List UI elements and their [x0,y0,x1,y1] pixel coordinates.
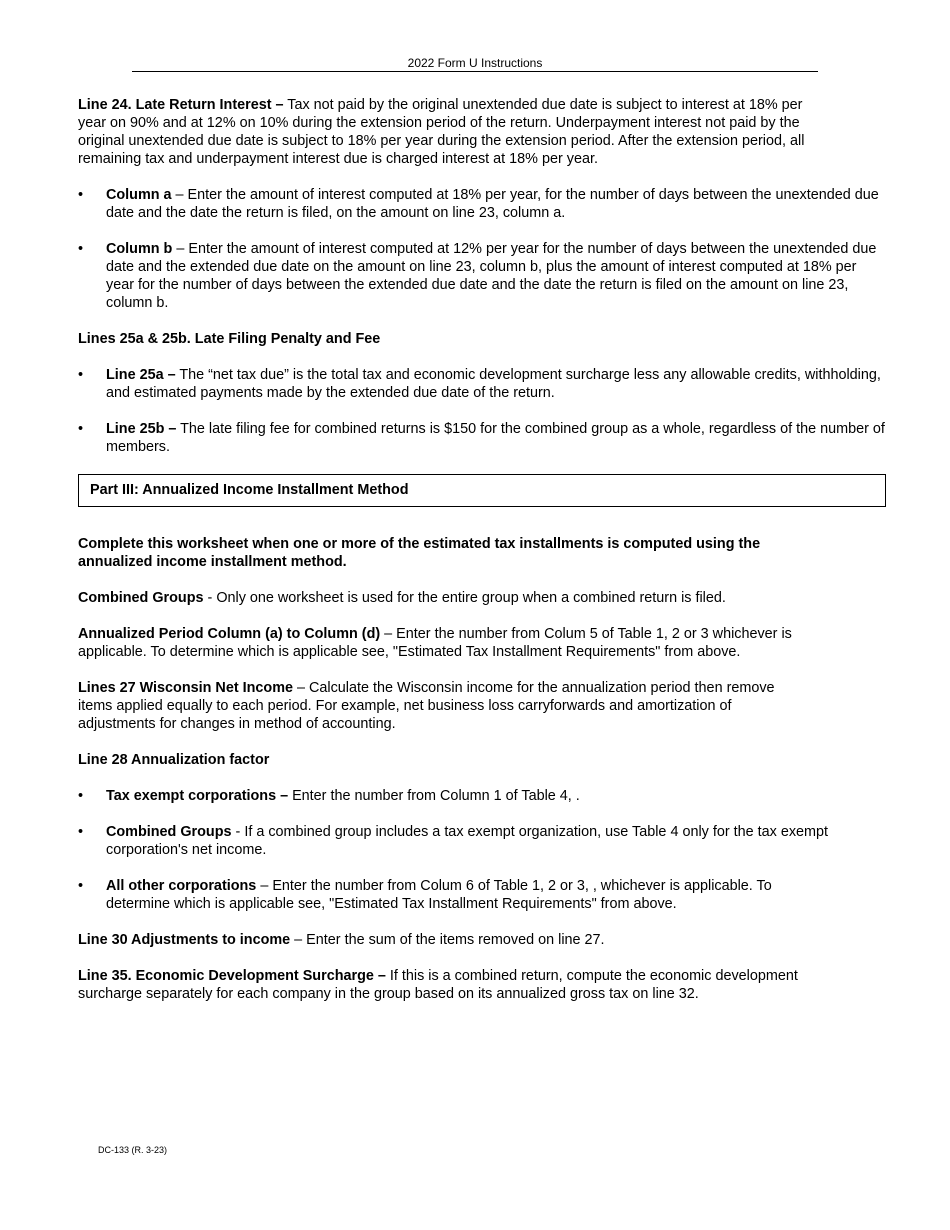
bullet-text: - If a combined group includes a tax exempt organization, use Table 4 only for the tax exempt corporation's net income. [106,824,829,858]
line24-paragraph [78,96,818,168]
bullet-text: Enter the number from Column 1 of Table 4, . [288,788,580,804]
line30-label: Line 30 Adjustments to income [78,932,291,948]
bullet-icon: • [78,187,84,203]
bullet-icon: • [78,421,84,437]
line24-heading: Line 24. Late Return Interest – [78,97,284,113]
line25-heading-text: Lines 25a & 25b. Late Filing Penalty and Fee [78,331,381,347]
bullet-label: Column b [106,241,173,257]
list-item [78,823,838,859]
line35-text: If this is a combined return, compute the economic development surcharge separately for each company in the group based on its annualized gross tax on line 32. [78,968,798,1002]
part3-intro-text: Complete this worksheet when one or more of the estimated tax installments is computed using the annualized income installment method. [78,536,761,570]
combined-groups-text: - Only one worksheet is used for the entire group when a combined return is filed. [203,590,726,606]
line27-label: Lines 27 Wisconsin Net Income [78,680,293,696]
bullet-label: All other corporations [106,878,257,894]
line24-text: Tax not paid by the original unextended due date is subject to interest at 18% per year on 90% and at 12% on 10% during the extension period of the return. Underpayment interest not paid by the original unextended due date is subject to 18% per year during the extension period. After the extension period, all remaining tax and underpayment interest due is charged interest at 18% per year. [78,97,805,167]
bullet-icon: • [78,788,84,804]
annualized-period-text: – Enter the number from Colum 5 of Table 1, 2 or 3 whichever is applicable. To determine which is applicable see, "Estimated Tax Installment Requirements" from above. [78,626,792,660]
part3-title: Part III: Annualized Income Installment Method [90,482,409,498]
annualized-period-label: Annualized Period Column (a) to Column (d) [78,626,381,642]
bullet-text: The late filing fee for combined returns is $150 for the combined group as a whole, regardless of the number of members. [106,421,885,455]
form-code: DC-133 (R. 3-23) [98,1145,168,1155]
line30-paragraph [78,931,886,949]
line35-paragraph [78,967,818,1003]
line27-text: – Calculate the Wisconsin income for the annualization period then remove items applied equally to each period. For example, net business loss carryforwards and amortization of adjustments for changes in method of accounting. [78,680,775,732]
line28-bullet-list [78,787,886,913]
bullet-icon: • [78,241,84,257]
list-item [78,420,886,456]
page-footer [98,1145,167,1155]
bullet-label: Tax exempt corporations – [106,788,289,804]
page-header-title: 2022 Form U Instructions [407,56,543,70]
annualized-period-paragraph [78,625,818,661]
list-item [78,787,886,805]
bullet-icon: • [78,824,84,840]
bullet-icon: • [78,878,84,894]
part3-intro [78,535,818,571]
bullet-text: – Enter the amount of interest computed at 12% per year for the number of days between the unextended due date and the extended due date on the amount on line 23, column b, plus the amount of interest computed at 18% per year for the number of days between the extended due date and the date the return is filed on the amount on line 23, column b. [106,241,877,311]
line25-heading [78,330,886,348]
list-item [78,877,838,913]
bullet-text: The “net tax due” is the total tax and economic development surcharge less any allowable credits, withholding, and estimated payments made by the extended due date of the return. [106,367,881,401]
bullet-label: Column a [106,187,172,203]
document-body [78,96,886,1021]
combined-groups-label: Combined Groups [78,590,204,606]
list-item [78,366,886,402]
bullet-label: Line 25b – [106,421,177,437]
bullet-text: – Enter the amount of interest computed at 18% per year, for the number of days between the unextended due date and the date the return is filed, on the amount on line 23, column a. [106,187,879,221]
bullet-label: Line 25a – [106,367,176,383]
line27-paragraph [78,679,788,733]
bullet-icon: • [78,367,84,383]
line24-bullet-list [78,186,886,312]
line35-label: Line 35. Economic Development Surcharge – [78,968,386,984]
bullet-label: Combined Groups [106,824,232,840]
line30-text: – Enter the sum of the items removed on line 27. [290,932,605,948]
line25-bullet-list [78,366,886,456]
list-item [78,240,886,312]
list-item [78,186,886,222]
part3-section-box [78,474,886,507]
bullet-text: – Enter the number from Colum 6 of Table 1, 2 or 3, , whichever is applicable. To determine which is applicable see, "Estimated Tax Installment Requirements" from above. [106,878,772,912]
combined-groups-paragraph [78,589,886,607]
page-header [132,55,818,72]
line28-heading-text: Line 28 Annualization factor [78,752,270,768]
line28-heading [78,751,886,769]
